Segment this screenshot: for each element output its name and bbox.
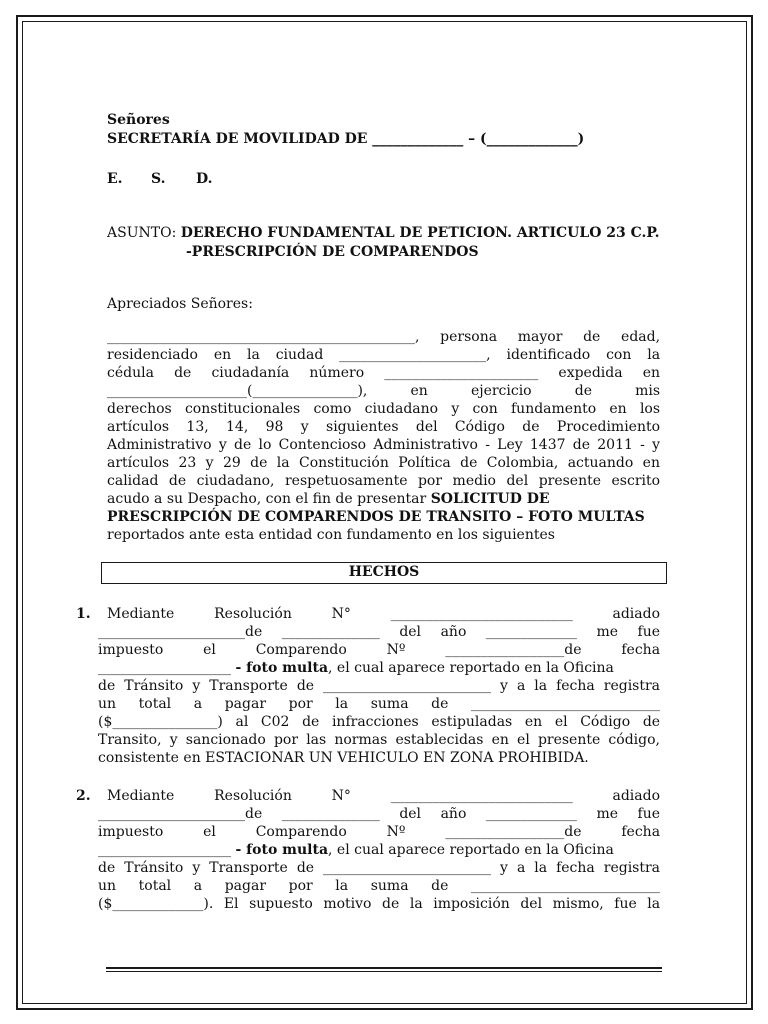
word: total — [138, 696, 172, 712]
intro-line-5 — [107, 400, 660, 418]
word: por — [288, 696, 313, 712]
word: y — [205, 455, 214, 471]
word: ciudadano — [364, 401, 439, 417]
intro-line-12: reportados ante esta entidad con fundamento en los siguientes — [107, 527, 555, 543]
word: ejercicio — [470, 383, 532, 399]
word: edad, — [621, 329, 661, 345]
intro-line-9 — [107, 472, 660, 490]
word: por — [273, 732, 299, 748]
fact-2-line-4-blank: ___________________ — [98, 842, 236, 858]
word: a — [516, 860, 526, 876]
word: de — [574, 383, 592, 399]
word: Transporte — [209, 678, 288, 694]
word: el — [554, 714, 568, 730]
word: la — [647, 896, 661, 912]
word: en — [642, 455, 660, 471]
word: el — [517, 732, 530, 748]
word: como — [313, 401, 352, 417]
word: identificado — [506, 347, 591, 363]
word: pagar — [224, 696, 267, 712]
word: N° — [331, 606, 351, 622]
fact-1-line-8 — [98, 731, 660, 749]
word: ($_____________). — [98, 896, 214, 912]
word: de — [174, 365, 192, 381]
word: residenciado — [107, 347, 198, 363]
word: de — [460, 455, 478, 471]
esd-s: S. — [151, 171, 166, 187]
word: C02 — [260, 714, 290, 730]
word: _____________________de — [98, 624, 263, 640]
footer-rule-thin — [106, 971, 662, 972]
word: __________________________ — [390, 606, 573, 622]
word: fecha — [556, 678, 595, 694]
word: en — [410, 383, 428, 399]
word: - — [485, 437, 490, 453]
word: Transito, — [98, 732, 162, 748]
word: 23 — [178, 455, 197, 471]
word: 13, — [186, 419, 209, 435]
salutation-line: Señores — [107, 112, 170, 128]
word: motivo — [323, 896, 372, 912]
word: por — [288, 878, 313, 894]
word: respetuosamente — [284, 473, 408, 489]
fact-2-foto-multa: - foto multa — [235, 842, 329, 858]
word: la — [276, 455, 290, 471]
intro-line-3 — [107, 364, 660, 382]
word: registra — [603, 678, 661, 694]
word: _____________________de — [98, 806, 263, 822]
fact-1-foto-multa: - foto multa — [235, 660, 329, 676]
intro-line-2 — [107, 346, 660, 364]
word: siguientes — [326, 419, 399, 435]
word: fue — [637, 806, 661, 822]
word: actuando — [567, 455, 634, 471]
fact-1-line-6 — [98, 695, 660, 713]
word: calidad — [107, 473, 159, 489]
word: constitucionales — [184, 401, 301, 417]
word: ciudad — [275, 347, 324, 363]
fact-1-line-5 — [98, 677, 660, 695]
word: Constitución — [299, 455, 389, 471]
word: suma — [370, 878, 409, 894]
word: N° — [331, 788, 351, 804]
word: Ley — [497, 437, 523, 453]
word: mis — [635, 383, 661, 399]
fact-2-line-1 — [107, 787, 660, 805]
word: expedida — [558, 365, 623, 381]
word: fecha — [621, 824, 661, 840]
word: - — [640, 437, 645, 453]
word: de — [431, 878, 449, 894]
word: de — [431, 696, 449, 712]
word: registra — [603, 860, 661, 876]
word: Transporte — [209, 860, 288, 876]
word: de — [302, 714, 320, 730]
word: de — [296, 860, 315, 876]
word: a — [193, 878, 203, 894]
asunto-label: ASUNTO: — [107, 225, 181, 241]
word: y — [300, 419, 309, 435]
word: la — [534, 860, 548, 876]
word: Contencioso — [278, 437, 367, 453]
word: Política — [398, 455, 451, 471]
word: del — [399, 624, 422, 640]
asunto-line — [107, 224, 660, 242]
fact-2-line-7 — [98, 895, 660, 913]
word: Nº — [386, 824, 406, 840]
word: _____________________, — [339, 347, 491, 363]
fact-1-line-1 — [107, 605, 660, 623]
fact-2-line-3 — [98, 823, 660, 841]
word: normas — [334, 732, 388, 748]
word: de — [98, 860, 116, 876]
word: fundamento — [511, 401, 597, 417]
word: ________________________ — [323, 678, 492, 694]
word: ____________________________________________, — [107, 329, 420, 345]
word: establecidas — [395, 732, 484, 748]
word: del — [506, 473, 529, 489]
word: Código — [454, 419, 505, 435]
word: ciudadanía — [211, 365, 290, 381]
word: ($_______________) — [98, 714, 223, 730]
fact-1-line-7 — [98, 713, 660, 731]
word: fecha — [621, 642, 661, 658]
word: la — [647, 347, 661, 363]
fact-2-line-4 — [98, 841, 614, 859]
word: ____________________(_______________), — [107, 383, 368, 399]
word: en — [642, 365, 661, 381]
word: de — [98, 678, 116, 694]
word: fue — [637, 624, 661, 640]
word: adiado — [612, 788, 661, 804]
word: y — [500, 860, 508, 876]
word: sancionado — [185, 732, 266, 748]
word: la — [409, 896, 423, 912]
word: Tránsito — [124, 678, 184, 694]
word: ___________________________ — [470, 878, 660, 894]
word: en — [524, 714, 543, 730]
word: 14, — [226, 419, 249, 435]
intro-line-7 — [107, 436, 660, 454]
word: de — [234, 437, 252, 453]
word: medio — [452, 473, 496, 489]
fact-2-line-6 — [98, 877, 660, 895]
word: Procedimiento — [556, 419, 661, 435]
word: 29 — [222, 455, 241, 471]
intro-line-1 — [107, 328, 660, 346]
footer-rule-thick — [106, 967, 662, 969]
word: Comparendo — [255, 824, 347, 840]
word: El — [223, 896, 239, 912]
word: ______________________ — [384, 365, 539, 381]
word: infracciones — [331, 714, 419, 730]
word: el — [203, 642, 216, 658]
word: _________________de — [445, 824, 582, 840]
hechos-heading: HECHOS — [101, 562, 667, 584]
word: Mediante — [107, 788, 175, 804]
word: impuesto — [98, 824, 164, 840]
word: en — [609, 401, 627, 417]
word: y — [169, 732, 178, 748]
word: imposición — [433, 896, 510, 912]
word: mayor — [517, 329, 563, 345]
word: por — [417, 473, 443, 489]
word: cédula — [107, 365, 154, 381]
word: al — [235, 714, 249, 730]
word: de — [168, 473, 187, 489]
word: de — [522, 419, 540, 435]
word: Mediante — [107, 606, 175, 622]
word: de — [572, 437, 591, 453]
word: artículos — [107, 455, 170, 471]
word: Código — [580, 714, 631, 730]
word: de — [250, 455, 268, 471]
fact-2-number: 2. — [76, 788, 91, 804]
fact-2-line-2 — [98, 805, 660, 823]
esd-d: D. — [196, 171, 213, 187]
word: ______________ — [281, 624, 380, 640]
fact-1-number: 1. — [76, 606, 91, 622]
word: adiado — [612, 606, 661, 622]
word: artículos — [107, 419, 170, 435]
word: y — [451, 401, 460, 417]
word: un — [98, 696, 117, 712]
word: a — [516, 678, 526, 694]
intro-line-8 — [107, 454, 660, 472]
secretaria-line: SECRETARÍA DE MOVILIDAD DE _____________ – (_____________) — [107, 131, 585, 147]
word: a — [193, 696, 203, 712]
word: y — [192, 860, 201, 876]
word: ___________________________ — [470, 696, 660, 712]
word: del — [520, 896, 543, 912]
word: impuesto — [98, 642, 164, 658]
word: de — [583, 329, 601, 345]
word: _____________ — [485, 806, 577, 822]
word: y — [652, 437, 661, 453]
word: total — [138, 878, 172, 894]
fact-2-line-4-rest: , el cual aparece reportado en la Oficina — [328, 842, 614, 858]
word: número — [309, 365, 365, 381]
word: la — [534, 678, 548, 694]
word: de — [382, 896, 400, 912]
word: __________________________ — [390, 788, 573, 804]
word: derechos — [107, 401, 172, 417]
word: 98 — [265, 419, 284, 435]
word: _________________de — [445, 642, 582, 658]
fact-1-line-4-blank: ___________________ — [98, 660, 236, 676]
intro-line-11: PRESCRIPCIÓN DE COMPARENDOS DE TRANSITO – FOTO MULTAS — [107, 509, 645, 525]
word: en — [491, 732, 509, 748]
word: ________________________ — [323, 860, 492, 876]
fact-1-line-3 — [98, 641, 660, 659]
word: la — [335, 878, 349, 894]
intro-line-10-text: acudo a su Despacho, con el fin de presentar — [107, 491, 431, 507]
word: escrito — [611, 473, 661, 489]
intro-line-10 — [107, 490, 550, 508]
word: y — [500, 678, 508, 694]
word: de — [642, 714, 661, 730]
word: mismo, — [552, 896, 604, 912]
word: Administrativo — [107, 437, 212, 453]
word: presente — [537, 732, 601, 748]
word: del — [399, 806, 422, 822]
word: Resolución — [214, 606, 292, 622]
word: Tránsito — [124, 860, 184, 876]
solicitud-bold: SOLICITUD DE — [430, 491, 550, 507]
word: año — [440, 624, 467, 640]
word: me — [596, 806, 618, 822]
word: año — [440, 806, 467, 822]
word: un — [98, 878, 117, 894]
word: con — [606, 347, 632, 363]
intro-line-4 — [107, 382, 660, 400]
word: fecha — [556, 860, 595, 876]
word: persona — [440, 329, 498, 345]
word: 1437 — [529, 437, 566, 453]
fact-1-line-2 — [98, 623, 660, 641]
intro-line-6 — [107, 418, 660, 436]
word: la — [247, 347, 260, 363]
word: lo — [258, 437, 272, 453]
word: presente — [538, 473, 602, 489]
word: ciudadano, — [196, 473, 275, 489]
asunto-subtitle: -PRESCRIPCIÓN DE COMPARENDOS — [186, 244, 479, 260]
fact-1-line-9: consistente en ESTACIONAR UN VEHICULO EN ZONA PROHIBIDA. — [98, 750, 589, 766]
asunto-title: DERECHO FUNDAMENTAL DE PETICION. ARTICULO 23 C.P. — [180, 225, 660, 241]
word: y — [218, 437, 227, 453]
word: en — [213, 347, 232, 363]
word: fue — [614, 896, 637, 912]
word: los — [639, 401, 661, 417]
greeting: Apreciados Señores: — [107, 296, 253, 312]
word: ______________ — [281, 806, 380, 822]
word: suma — [370, 696, 409, 712]
word: supuesto — [249, 896, 313, 912]
word: estipuladas — [431, 714, 513, 730]
fact-1-line-4-rest: , el cual aparece reportado en la Oficina — [328, 660, 614, 676]
word: de — [296, 678, 315, 694]
word: Comparendo — [255, 642, 347, 658]
word: 2011 — [597, 437, 633, 453]
word: y — [192, 678, 201, 694]
word: Nº — [386, 642, 406, 658]
word: las — [306, 732, 327, 748]
word: me — [596, 624, 618, 640]
fact-2-line-5 — [98, 859, 660, 877]
word: _____________ — [485, 624, 577, 640]
fact-1-line-4 — [98, 659, 614, 677]
word: pagar — [224, 878, 267, 894]
esd-e: E. — [107, 171, 123, 187]
word: Resolución — [214, 788, 292, 804]
word: del — [415, 419, 438, 435]
word: Administrativo — [373, 437, 478, 453]
word: la — [335, 696, 349, 712]
word: el — [203, 824, 216, 840]
word: código, — [608, 732, 660, 748]
word: Colombia, — [486, 455, 559, 471]
word: con — [472, 401, 498, 417]
